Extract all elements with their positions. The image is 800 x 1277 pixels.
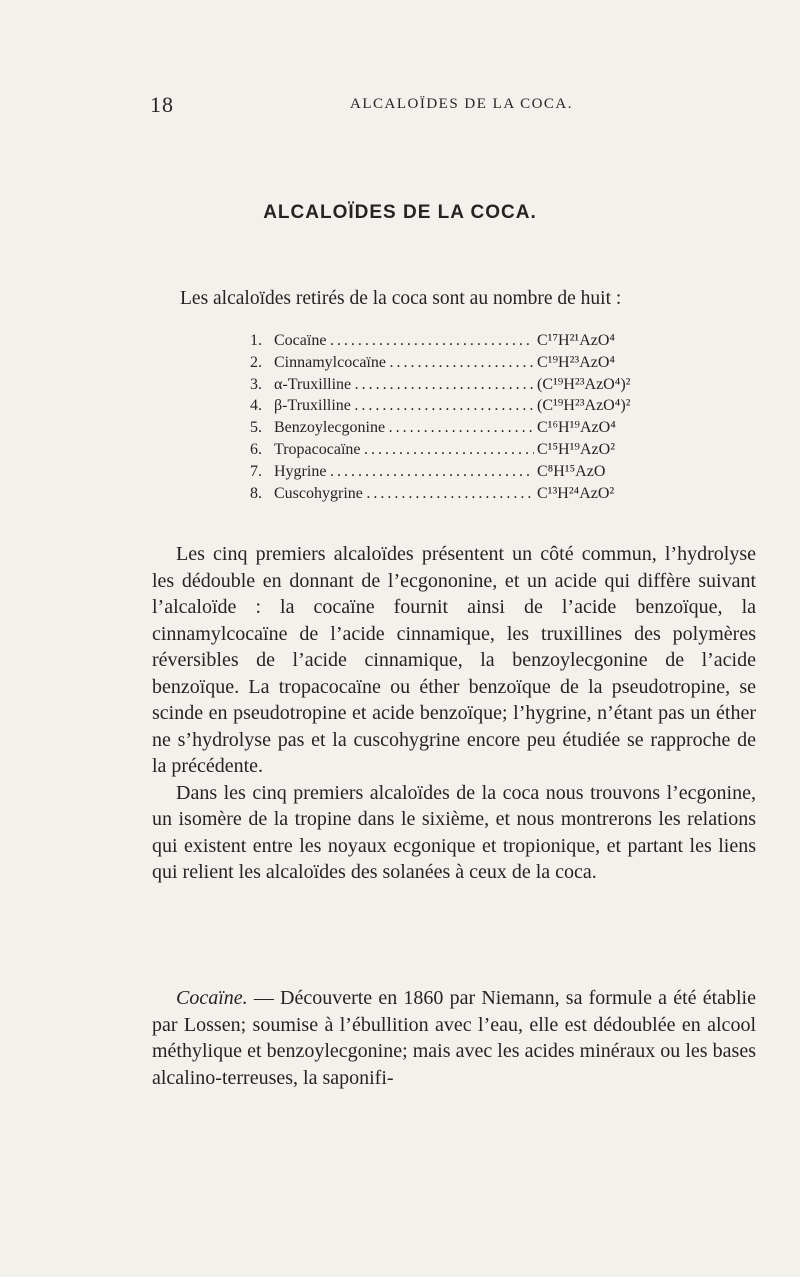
alkaloid-formula: C¹³H²⁴AzO² (537, 484, 615, 502)
alkaloid-name: Cuscohygrine . . . (274, 483, 534, 505)
item-number: 6. (250, 440, 262, 458)
alkaloid-formula: C¹⁷H²¹AzO⁴ (537, 332, 615, 349)
page-number: 18 (150, 92, 174, 117)
alkaloid-formula: (C¹⁹H²³AzO⁴)² (537, 375, 631, 393)
list-item (250, 395, 750, 417)
alkaloid-formula: C¹⁶H¹⁹AzO⁴ (537, 419, 616, 437)
cocaine-heading: Cocaïne. (176, 987, 248, 1009)
alkaloid-formula: C¹⁵H¹⁹AzO² (537, 440, 615, 458)
alkaloid-name: Benzoylecgonine . . . (274, 417, 534, 439)
running-head (150, 92, 770, 122)
section-title: ALCALOÏDES DE LA COCA. (263, 202, 537, 223)
list-item (250, 352, 750, 374)
list-item (250, 374, 750, 396)
item-number: 5. (250, 419, 262, 437)
intro-sentence: Les alcaloïdes retirés de la coca sont au nombre de huit : (180, 288, 622, 309)
alkaloid-formula: (C¹⁹H²³AzO⁴)² (537, 397, 631, 415)
item-number: 7. (250, 462, 262, 480)
alkaloid-name: β-Truxilline . . . (274, 395, 534, 417)
alkaloid-name: Tropacocaïne . . . (274, 439, 534, 461)
alkaloid-name: Cocaïne . . . (274, 330, 534, 352)
list-item (250, 483, 750, 505)
cocaine-paragraph (152, 985, 756, 1091)
list-item (250, 417, 750, 439)
item-number: 4. (250, 397, 262, 415)
alkaloid-formula: C¹⁹H²³AzO⁴ (537, 353, 615, 371)
item-number: 2. (250, 353, 262, 371)
list-item (250, 439, 750, 461)
alkaloid-name: α-Truxilline . . . (274, 374, 534, 396)
item-number: 1. (250, 332, 262, 349)
cocaine-text: — Découverte en 1860 par Niemann, sa formule a été établie par Lossen; soumise à l’ébullition avec l’eau, elle est dédoublée en alcool méthylique et benzoylecgonine; mais avec les acides minéraux ou les bases alcalino-terreuses, la saponifi- (152, 987, 756, 1089)
paragraph-ecgonine: Dans les cinq premiers alcaloïdes de la coca nous trouvons l’ecgonine, un isomère de la tropine dans le sixième, et nous montrerons les relations qui existent entre les noyaux ecgonique et tropionique, et partant les liens qui relient les alcaloïdes des solanées à ceux de la coca. (152, 781, 756, 883)
alkaloid-list (250, 330, 750, 504)
alkaloid-name: Hygrine . . . (274, 461, 534, 483)
item-number: 3. (250, 375, 262, 393)
running-title: ALCALOÏDES DE LA COCA. (350, 96, 573, 112)
body-paragraphs (152, 541, 756, 886)
list-item (250, 461, 750, 483)
alkaloid-formula: C⁸H¹⁵AzO (537, 462, 606, 480)
paragraph-hydrolysis: Les cinq premiers alcaloïdes présentent un côté commun, l’hydrolyse les dédouble en donnant de l’ecgononine, et un acide qui diffère suivant l’alcaloïde : la cocaïne fournit ainsi de l’acide benzoïque, la cinnamylcocaïne de l’acide cinnamique, les truxillines des polymères réversibles de l’acide cinnamique, la benzoylecgonine de l’acide benzoïque. La tropacocaïne ou éther benzoïque de la pseudotropine, se scinde en pseudotropine et acide benzoïque; l’hygrine, n’étant pas un éther ne s’hydrolyse pas et la cuscohygrine encore peu étudiée se rapproche de la précédente. (152, 543, 756, 777)
list-item (250, 330, 750, 352)
item-number: 8. (250, 484, 262, 502)
alkaloid-name: Cinnamylcocaïne . . . (274, 352, 534, 374)
